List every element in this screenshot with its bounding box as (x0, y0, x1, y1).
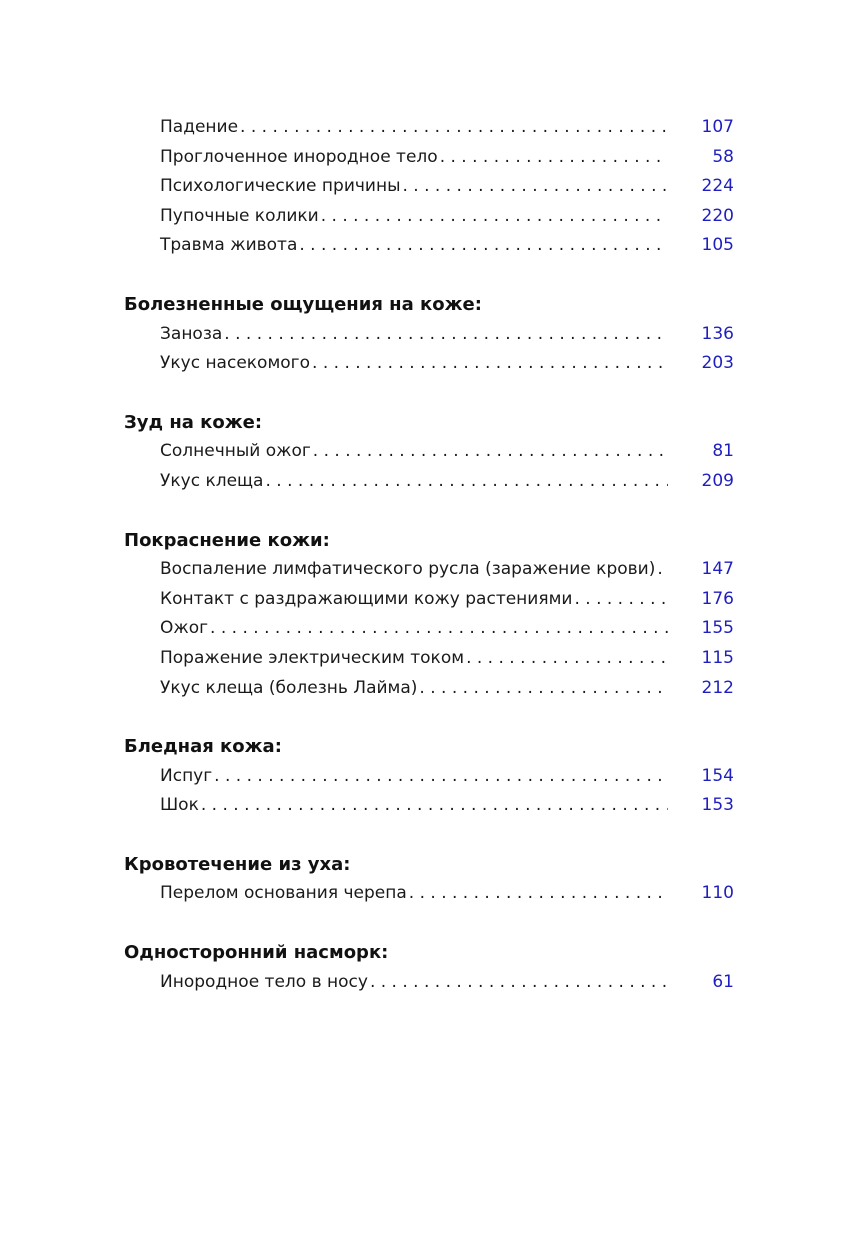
leader-dots (240, 113, 668, 143)
leader-dots (201, 791, 668, 821)
entry-label: Травма живота (160, 235, 298, 256)
leader-dots (312, 349, 668, 379)
entry-page-number[interactable]: 155 (701, 618, 734, 639)
index-entry[interactable] (124, 143, 734, 173)
entry-label: Падение (160, 117, 239, 137)
index-entry[interactable] (124, 437, 734, 467)
entry-label: Психологические причины (160, 176, 401, 197)
leader-dots (224, 320, 668, 350)
index-entry[interactable] (124, 172, 734, 202)
entry-page-number[interactable]: 154 (701, 765, 734, 786)
entry-label: Инородное тело в носу (160, 971, 368, 992)
leader-dots (299, 231, 668, 261)
entry-label: Ожог (160, 618, 209, 639)
entry-label: Укус клеща (160, 470, 264, 491)
leader-dots (466, 644, 668, 674)
index-entry[interactable] (124, 349, 734, 379)
entry-label: Испуг (160, 765, 213, 786)
entry-page-number[interactable]: 105 (701, 235, 734, 256)
leader-dots (440, 143, 668, 173)
entry-label: Проглоченное инородное тело (160, 146, 438, 167)
section-heading: Зуд на коже: (124, 411, 263, 433)
entry-page-number[interactable]: 136 (701, 323, 734, 344)
entry-page-number[interactable]: 147 (701, 559, 734, 580)
leader-dots (214, 762, 668, 792)
index-entry[interactable] (124, 467, 734, 497)
leader-dots (409, 879, 668, 909)
entry-page-number[interactable]: 203 (701, 353, 734, 374)
index-entry[interactable] (124, 791, 734, 821)
entry-label: Заноза (160, 323, 223, 344)
index-section (124, 938, 734, 997)
entry-page-number[interactable]: 58 (712, 146, 734, 167)
index-entry[interactable] (124, 762, 734, 792)
index-entry[interactable] (124, 320, 734, 350)
index-entry[interactable] (124, 585, 734, 615)
entry-page-number[interactable]: 224 (701, 176, 734, 197)
index-entry[interactable] (124, 968, 734, 998)
index-entry[interactable] (124, 644, 734, 674)
index-entry[interactable] (124, 113, 734, 143)
index-entry[interactable] (124, 879, 734, 909)
leader-dots (313, 437, 668, 467)
entry-label: Воспаление лимфатического русла (заражение крови) (160, 559, 656, 580)
section-heading: Кровотечение из уха: (124, 853, 351, 875)
entry-page-number[interactable]: 107 (701, 117, 734, 137)
entry-page-number[interactable]: 61 (712, 971, 734, 992)
entry-page-number[interactable]: 115 (701, 647, 734, 668)
index-section (124, 732, 734, 821)
index-entry[interactable] (124, 202, 734, 232)
leader-dots (419, 674, 668, 704)
entry-page-number[interactable]: 153 (701, 795, 734, 816)
leader-dots (321, 202, 668, 232)
index-section (124, 526, 734, 704)
leader-dots (574, 585, 668, 615)
entry-page-number[interactable]: 176 (701, 588, 734, 609)
entry-page-number[interactable]: 212 (701, 677, 734, 698)
entry-label: Укус клеща (болезнь Лайма) (160, 677, 418, 698)
leader-dots (403, 172, 669, 202)
entry-page-number[interactable]: 220 (701, 205, 734, 226)
index-section (124, 408, 734, 497)
index-list (124, 113, 734, 1026)
index-entry[interactable] (124, 555, 734, 585)
entry-page-number[interactable]: 110 (701, 883, 734, 904)
entry-page-number[interactable]: 209 (701, 470, 734, 491)
index-section (124, 850, 734, 909)
leader-dots (265, 467, 668, 497)
index-entry[interactable] (124, 674, 734, 704)
entry-label: Поражение электрическим током (160, 647, 465, 668)
index-section-continued (124, 113, 734, 261)
entry-label: Шок (160, 795, 199, 816)
leader-dots (657, 555, 668, 585)
index-entry[interactable] (124, 231, 734, 261)
entry-label: Контакт с раздражающими кожу растениями (160, 588, 573, 609)
entry-label: Перелом основания черепа (160, 883, 407, 904)
entry-label: Пупочные колики (160, 205, 319, 226)
index-section (124, 290, 734, 379)
entry-page-number[interactable]: 81 (712, 441, 734, 462)
leader-dots (210, 614, 668, 644)
section-heading: Бледная кожа: (124, 736, 282, 758)
section-heading: Болезненные ощущения на коже: (124, 293, 482, 315)
entry-label: Солнечный ожог (160, 441, 311, 462)
section-heading: Односторонний насморк: (124, 942, 389, 964)
entry-label: Укус насекомого (160, 353, 311, 374)
section-heading: Покраснение кожи: (124, 529, 330, 551)
index-entry[interactable] (124, 614, 734, 644)
leader-dots (370, 968, 668, 998)
